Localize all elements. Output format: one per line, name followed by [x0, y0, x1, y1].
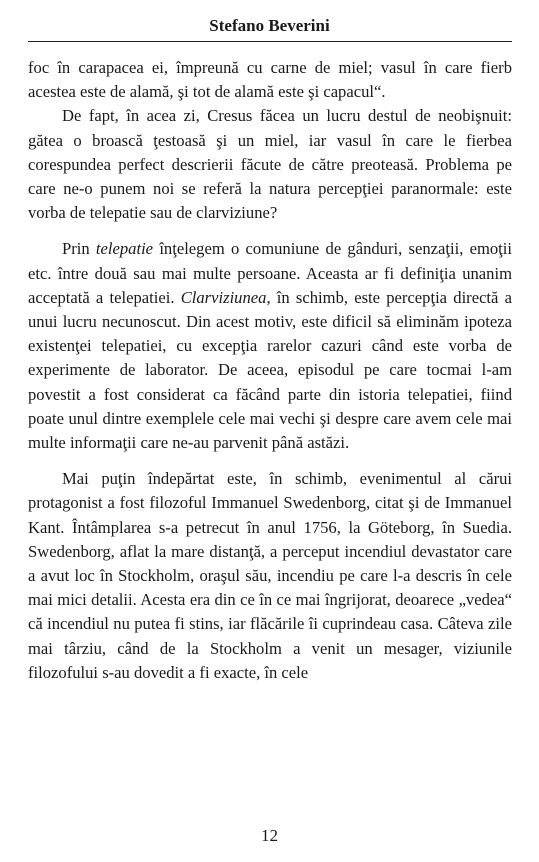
paragraph-swedenborg: Mai puţin îndepărtat este, în schimb, evenimentul al cărui protagonist a fost filozoful Immanuel Swedenborg, citat şi de Immanuel Kant. Întâmplarea s-a petrecut în anul 1756, la Göteborg, în Suedia. Swedenborg, aflat la mare distanţă, a perceput incendiul devastator care a avut loc în Stockholm, oraşul său, incendiu pe care l-a descris în cele mai mici detalii. Acesta era din ce în ce mai îngrijorat, deoarece „vedea“ că incendiul nu putea fi stins, iar flăcările îi cuprindeau casa. Câteva zile mai târziu, când de la Stockholm a venit un mesager, viziunile filozofului s-au dovedit a fi exacte, în cele — [28, 469, 512, 682]
page-number: 12 — [261, 826, 278, 845]
header-rule — [28, 41, 512, 42]
paragraph-continuation: foc în carapacea ei, împreună cu carne de miel; vasul în care fierb acestea este de alamă, şi tot de alamă este şi capacul“. — [28, 58, 512, 102]
text-run: Prin — [62, 239, 96, 259]
term-telepatie: telepatie — [95, 239, 154, 259]
body-text — [28, 56, 512, 685]
text-run: înţelegem o comuniune de gânduri, senzaţii, emoţii etc. între două sau mai multe persoane. Aceasta ar fi definiţia unanim acceptată a telepatiei. — [28, 239, 512, 307]
text-run: , în schimb, este percepţia directă a unui lucru necunoscut. Din acest motiv, este dificil să eliminăm ipoteza existenţei telepatiei, cu excepţia rarelor cazuri când este vorba de experimente de laborator. De aceea, episodul pe care tocmai l-am povestit a fost considerat ca făcând parte din istoria telepatiei, fiind poate unul dintre exemplele cele mai vechi şi despre care avem cele mai multe informaţii care ne-au parvenit până astăzi. — [28, 287, 512, 453]
paragraph-definitions — [28, 237, 512, 455]
term-clarviziunea: Clarviziunea — [180, 287, 267, 307]
paragraph-cresus: De fapt, în acea zi, Cresus făcea un lucru destul de neobişnuit: gătea o broască ţestoasă şi un miel, iar vasul în care le fierbea corespundea perfect descrierii făcute de către preoteasă. Problema pe care ne-o punem noi se referă la natura percepţiei paranormale: este vorba de telepatie sau de clarviziune? — [28, 106, 512, 223]
running-header: Stefano Beverini — [209, 16, 330, 35]
